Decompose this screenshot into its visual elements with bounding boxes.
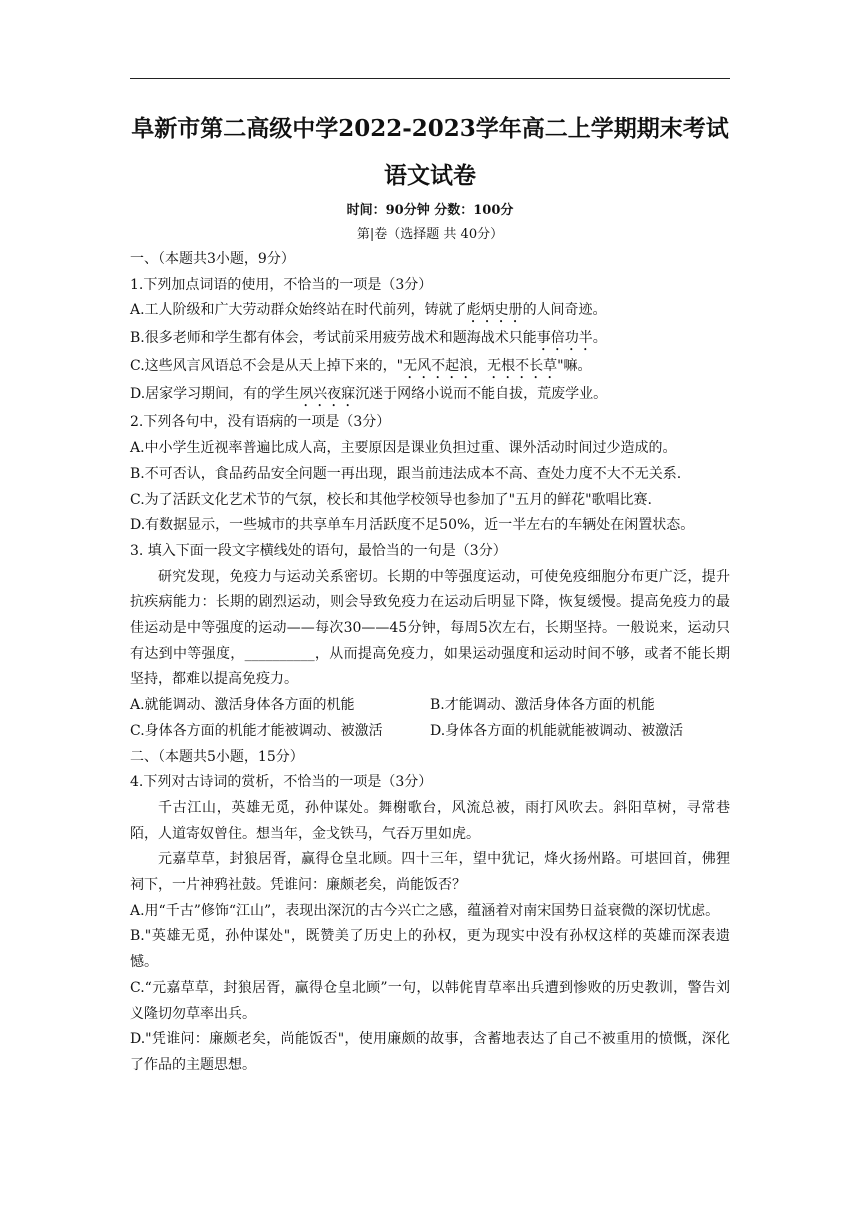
question-1-option-c: C.这些风言风语总不会是从天上掉下来的，"无风不起浪，无根不长草"嘛。 (130, 358, 592, 375)
question-4-option-a: A.用“千古”修饰“江山”，表现出深沉的古今兴亡之感，蕴涵着对南宋国势日益衰微的深切忧虑。 (130, 902, 720, 919)
question-2-option-b: B.不可否认，食品药品安全问题一再出现，跟当前违法成本不高、查处力度不大不无关系. (130, 465, 682, 482)
question-1-stem: 1.下列加点词语的使用，不恰当的一项是（3分） (130, 276, 433, 293)
question-3-options-row-2 (130, 719, 730, 745)
poem-stanza-2: 元嘉草草，封狼居胥，赢得仓皇北顾。四十三年，望中犹记，烽火扬州路。可堪回首，佛狸祠下，一片神鸦社鼓。凭谁问：廉颇老矣，尚能饭否？ (130, 851, 730, 894)
dotted-term: 无风不起浪 (403, 358, 474, 375)
question-2-option-c: C.为了活跃文化艺术节的气氛，校长和其他学校领导也参加了"五月的鲜花"歌唱比赛. (130, 491, 652, 508)
section-2-heading: 二、（本题共5小题，15分） (130, 748, 304, 765)
part-heading: 第|卷（选择题 共 40分） (356, 227, 504, 242)
question-1-option-d: D.居家学习期间，有的学生夙兴夜寐沉迷于网络小说而不能自拔，荒废学业。 (130, 386, 608, 403)
question-4-option-b: B."英雄无觅，孙仲谋处"，既赞美了历史上的孙权，更为现实中没有孙权这样的英雄而深表遗憾。 (130, 928, 730, 971)
section-1-heading: 一、（本题共3小题，9分） (130, 251, 295, 267)
poem-stanza-1: 千古江山，英雄无觅，孙仲谋处。舞榭歌台，风流总被，雨打风吹去。斜阳草树，寻常巷陌，人道寄奴曾住。想当年，金戈铁马，气吞万里如虎。 (130, 799, 730, 842)
question-1-option-a: A.工人阶级和广大劳动群众始终站在时代前列，铸就了彪炳史册的人间奇迹。 (130, 302, 607, 319)
question-2-option-d: D.有数据显示，一些城市的共享单车月活跃度不足50%，近一半左右的车辆处在闲置状态。 (130, 517, 695, 534)
exam-meta: 时间：90分钟 分数：100分 (346, 203, 514, 218)
question-3-option-b: B.才能调动、激活身体各方面的机能 (430, 697, 655, 714)
dotted-term: 夙兴夜寐 (299, 386, 356, 403)
exam-page (130, 112, 730, 1079)
question-3-options-row-1 (130, 693, 730, 719)
question-3-option-a: A.就能调动、激活身体各方面的机能 (130, 697, 355, 714)
question-4-option-d: D."凭谁问：廉颇老矣，尚能饭否"，使用廉颇的故事，含蓄地表达了自己不被重用的愤慨，深化了作品的主题思想。 (130, 1031, 730, 1073)
dotted-term: 彪炳史册 (466, 302, 523, 319)
question-3-option-c: C.身体各方面的机能才能被调动、被激活 (130, 722, 383, 739)
header-rule (130, 78, 730, 79)
question-2-stem: 2.下列各句中，没有语病的一项是（3分） (130, 414, 391, 431)
question-3-passage: 研究发现，免疫力与运动关系密切。长期的中等强度运动，可使免疫细胞分布更广泛，提升抗疾病能力：长期的剧烈运动，则会导致免疫力在运动后明显下降，恢复缓慢。提高免疫力的最佳运动是中等强度的运动——每次30——45分钟，每周5次左右，长期坚持。一般说来，运动只有达到中等强度，__________，从而提高免疫力，如果运动强度和运动时间不够，或者不能长期坚持，都难以提高免疫力。 (130, 568, 730, 688)
dotted-term: 无根不长草 (487, 358, 558, 375)
question-3-option-d: D.身体各方面的机能就能被调动、被激活 (430, 722, 684, 739)
question-4-stem: 4.下列对古诗词的赏析，不恰当的一项是（3分） (130, 774, 433, 791)
question-2-option-a: A.中小学生近视率普遍比成人高，主要原因是课业负担过重、课外活动时间过少造成的。 (130, 440, 677, 457)
exam-subtitle: 语文试卷 (384, 162, 476, 189)
exam-title: 阜新市第二高级中学2022-2023学年高二上学期期末考试 (131, 115, 729, 142)
dotted-term: 事倍功半 (536, 330, 593, 347)
question-3-stem: 3. 填入下面一段文字横线处的语句，最恰当的一句是（3分） (130, 542, 507, 559)
question-1-option-b: B.很多老师和学生都有体会，考试前采用疲劳战术和题海战术只能事倍功半。 (130, 330, 607, 347)
question-4-option-c: C.“元嘉草草，封狼居胥，赢得仓皇北顾”一句，以韩侂胄草率出兵遭到惨败的历史教训，警告刘义隆切勿草率出兵。 (130, 979, 730, 1022)
